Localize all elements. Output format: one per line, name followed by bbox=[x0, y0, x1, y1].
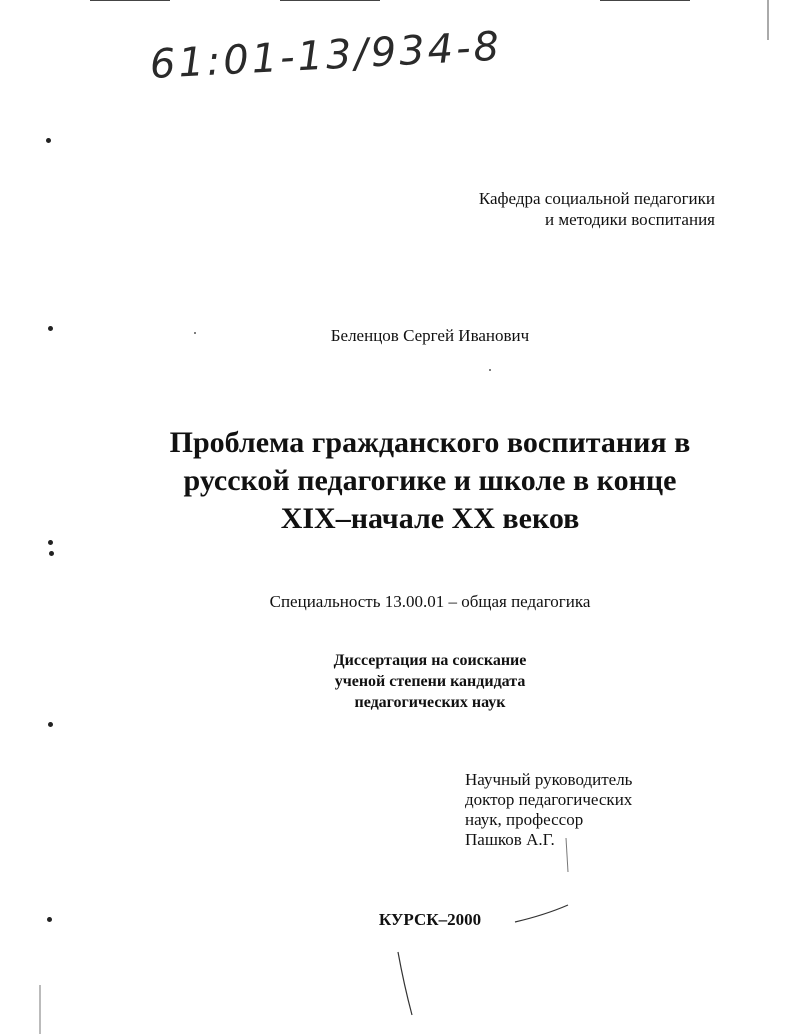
title-line-2: русской педагогике и школе в конце bbox=[183, 464, 677, 497]
pen-stroke bbox=[515, 905, 568, 922]
pen-stroke bbox=[566, 838, 568, 872]
degree-line-1: Диссертация на соискание bbox=[333, 652, 527, 669]
advisor-line-3: наук, профессор bbox=[465, 810, 584, 829]
department-line-2: и методики воспитания bbox=[545, 210, 715, 229]
city-year: КУРСК–2000 bbox=[378, 910, 482, 929]
advisor-line-4: Пашков А.Г. bbox=[465, 830, 555, 849]
advisor-line-1: Научный руководитель bbox=[465, 770, 633, 789]
degree-line-3: педагогических наук bbox=[354, 694, 506, 711]
degree-line-2: ученой степени кандидата bbox=[334, 673, 526, 690]
advisor-line-2: доктор педагогических bbox=[465, 790, 633, 809]
title-line-1: Проблема гражданского воспитания в bbox=[169, 426, 691, 459]
author-name: Беленцов Сергей Иванович bbox=[330, 326, 530, 345]
title-line-3: XIX–начале XX веков bbox=[280, 502, 580, 535]
speck bbox=[489, 369, 491, 371]
pen-stroke bbox=[398, 952, 412, 1015]
speciality: Специальность 13.00.01 – общая педагогика bbox=[269, 592, 591, 611]
department-line-1: Кафедра социальной педагогики bbox=[478, 189, 715, 208]
speck bbox=[194, 332, 196, 334]
handwritten-catalog-code: 61:01-13/934-8 bbox=[148, 23, 504, 88]
